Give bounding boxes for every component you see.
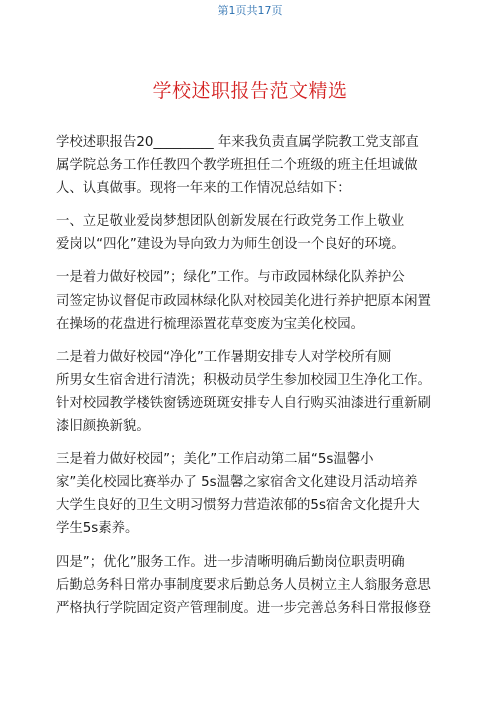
paragraph-line: 人、认真做事。现将一年来的工作情况总结如下： <box>56 181 351 197</box>
paragraph-line: 二是着力做好校园“净化”工作暑期安排专人对学校所有厕 <box>56 349 392 365</box>
paragraph-line: 家”美化校园比赛举办了 5s温馨之家宿舍文化建设月活动培养 <box>56 475 418 491</box>
paragraph-line: 在操场的花盘进行梳理添置花草变废为宝美化校园。 <box>56 316 364 332</box>
paragraph-line: 所男女生宿舍进行清洗；积极动员学生参加校园卫生净化工作。 <box>56 372 431 388</box>
paragraph-line: 司签定协议督促市政园林绿化队对校园美化进行养护把原本闲置 <box>56 293 431 309</box>
paragraph-line: 严格执行学院固定资产管理制度。进一步完善总务科日常报修登 <box>56 600 431 616</box>
paragraph-line: 四是”；优化”服务工作。进一步清晰明确后勤岗位职责明确 <box>56 554 405 570</box>
page-indicator: 第1页共17页 <box>217 4 283 17</box>
paragraph-line: 大学生良好的卫生文明习惯努力营造浓郁的5s宿舍文化提升大 <box>56 498 420 514</box>
document-body <box>56 131 456 620</box>
paragraph-line: 学生5s素养。 <box>56 521 139 537</box>
paragraph-line: 漆旧颜换新貌。 <box>56 419 150 435</box>
paragraph-line: 一、立足敬业爱岗梦想团队创新发展在行政党务工作上敬业 <box>56 214 405 230</box>
paragraph-line: 三是着力做好校园”；美化”工作启动第二届“5s温馨小 <box>56 452 374 468</box>
paragraph-line: 学校述职报告20_________ 年来我负责直属学院教工党支部直 <box>56 135 419 150</box>
paragraph-line: 一是着力做好校园”；绿化”工作。与市政园林绿化队养护公 <box>56 270 405 286</box>
paragraph-line: 后勤总务科日常办事制度要求后勤总务人员树立主人翁服务意思 <box>56 577 431 593</box>
paragraph-line: 爱岗以“四化”建设为导向致力为师生创设一个良好的环境。 <box>56 237 405 253</box>
paragraph-line: 属学院总务工作任教四个教学班担任二个班级的班主任坦诚做 <box>56 158 418 174</box>
paragraph-line: 针对校园教学楼铁窗锈迹斑斑安排专人自行购买油漆进行重新刷 <box>56 395 431 411</box>
document-title: 学校述职报告范文精选 <box>152 80 348 102</box>
